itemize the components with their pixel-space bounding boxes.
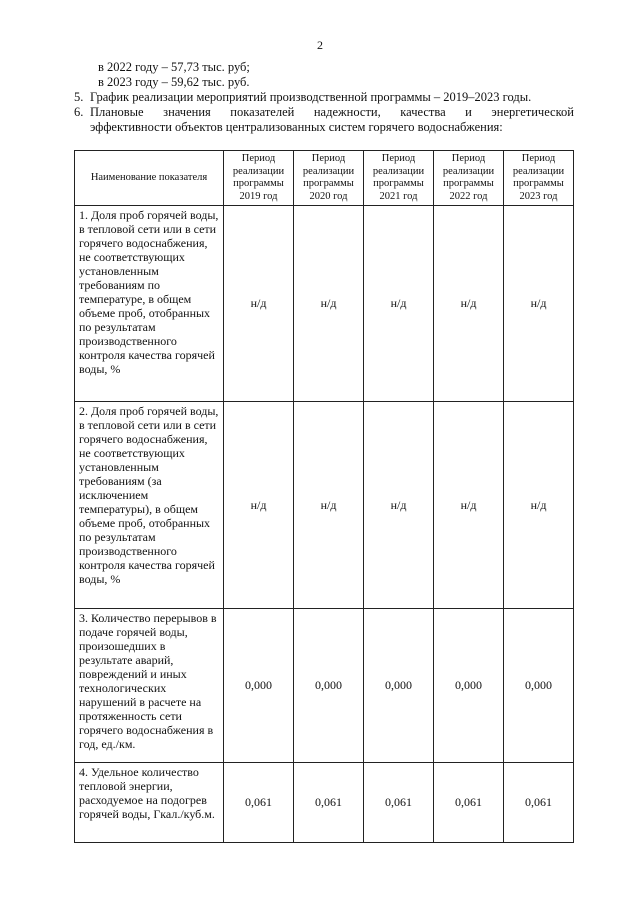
row-1-name: 1. Доля проб горячей воды, в тепловой сети или в сети горячего водоснабжения, не соответствующих установленным требованиям по температуре, в общем объеме проб, отобранных по результатам производственного контроля качества горячей воды, % — [75, 206, 224, 402]
row-2-2021: н/д — [364, 402, 434, 609]
row-4-2023: 0,061 — [504, 763, 574, 843]
row-1-2019: н/д — [224, 206, 294, 402]
row-4-2021: 0,061 — [364, 763, 434, 843]
item-5-number: 5. — [74, 90, 84, 104]
indicators-table — [74, 150, 574, 843]
table-row — [75, 402, 574, 609]
item-6-number: 6. — [74, 105, 84, 119]
header-2022: Период реализации программы 2022 год — [434, 151, 504, 206]
row-3-2020: 0,000 — [294, 609, 364, 763]
row-1-2020: н/д — [294, 206, 364, 402]
row-4-2022: 0,061 — [434, 763, 504, 843]
item-5-text: График реализации мероприятий производственной программы – 2019–2023 годы. — [90, 90, 532, 104]
row-2-2022: н/д — [434, 402, 504, 609]
item-6-text-line2: эффективности объектов централизованных систем горячего водоснабжения: — [90, 120, 503, 134]
row-1-2021: н/д — [364, 206, 434, 402]
table-header-row — [75, 151, 574, 206]
row-4-name: 4. Удельное количество тепловой энергии, расходуемое на подогрев горячей воды, Гкал./куб.м. — [75, 763, 224, 843]
table-row — [75, 206, 574, 402]
row-3-2023: 0,000 — [504, 609, 574, 763]
table-row — [75, 763, 574, 843]
row-3-name: 3. Количество перерывов в подаче горячей воды, произошедших в результате аварий, повреждений и иных технологических нарушений в расчете на протяженность сети горячего водоснабжения в год, ед./км. — [75, 609, 224, 763]
row-2-2023: н/д — [504, 402, 574, 609]
item-6 — [74, 105, 574, 135]
page-number: 2 — [317, 38, 323, 52]
row-2-name: 2. Доля проб горячей воды, в тепловой сети или в сети горячего водоснабжения, не соответствующих установленным требованиям (за исключением температуры), в общем объеме проб, отобранных по результатам производственного контроля качества горячей воды, % — [75, 402, 224, 609]
intro-text — [74, 60, 574, 135]
row-4-2019: 0,061 — [224, 763, 294, 843]
item-6-body — [90, 105, 574, 135]
header-2020: Период реализации программы 2020 год — [294, 151, 364, 206]
header-indicator-name: Наименование показателя — [75, 151, 224, 206]
header-2021: Период реализации программы 2021 год — [364, 151, 434, 206]
row-1-2022: н/д — [434, 206, 504, 402]
item-6-text-line1: Плановые значения показателей надежности, качества и энергетической — [90, 105, 574, 119]
cost-2022-line: в 2022 году – 57,73 тыс. руб; — [98, 60, 250, 74]
row-3-2022: 0,000 — [434, 609, 504, 763]
table-row — [75, 609, 574, 763]
row-2-2020: н/д — [294, 402, 364, 609]
item-5 — [74, 90, 574, 105]
row-3-2021: 0,000 — [364, 609, 434, 763]
row-1-2023: н/д — [504, 206, 574, 402]
header-2023: Период реализации программы 2023 год — [504, 151, 574, 206]
row-2-2019: н/д — [224, 402, 294, 609]
row-4-2020: 0,061 — [294, 763, 364, 843]
header-2019: Период реализации программы 2019 год — [224, 151, 294, 206]
row-3-2019: 0,000 — [224, 609, 294, 763]
cost-2023-line: в 2023 году – 59,62 тыс. руб. — [98, 75, 250, 89]
